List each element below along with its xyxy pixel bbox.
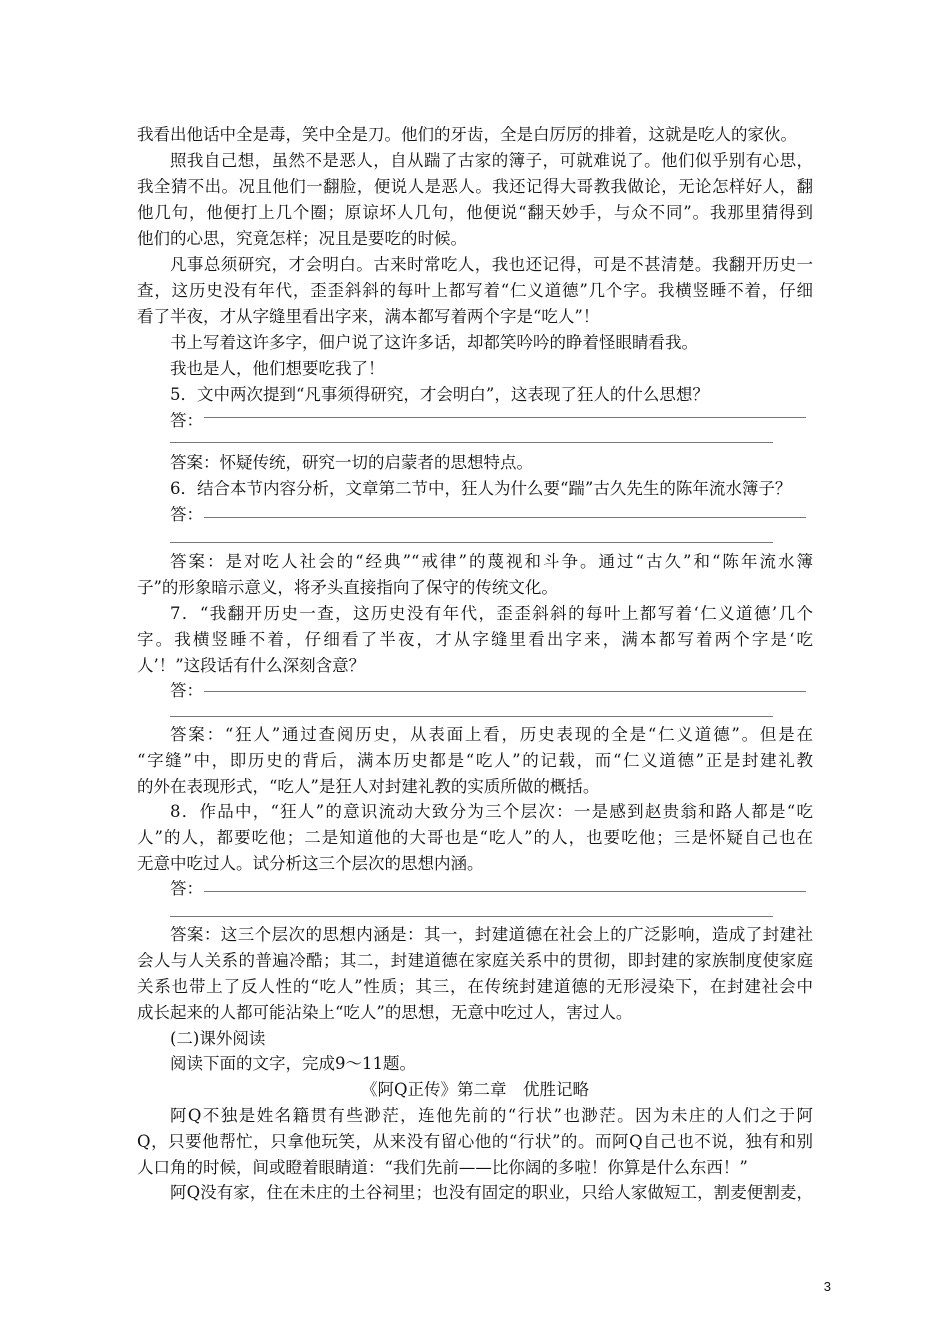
- answer-text: “字缝”中，即历史的背后，满本历史都是“吃人”的记载，而“仁义道德”正是封建礼教: [137, 751, 813, 770]
- answer-text: 的外在表现形式，“吃人”是狂人对封建礼教的实质所做的概括。: [137, 777, 600, 796]
- answer-blank-line[interactable]: [170, 916, 773, 917]
- text-line: 照我自己想，虽然不是恶人，自从踹了古家的簿子，可就难说了。他们似乎别有心思，: [170, 151, 813, 170]
- question-8: 人”的人，都要吃他；二是知道他的大哥也是“吃人”的人，也要吃他；三是怀疑自己也在: [137, 828, 813, 847]
- answer-text: 答案：是对吃人社会的“经典”“戒律”的蔑视和斗争。通过“古久”和“陈年流水簿: [170, 552, 813, 571]
- answer-prompt: 答：: [170, 681, 203, 700]
- answer-prompt: 答：: [170, 411, 203, 430]
- question-7: 人’！”这段话有什么深刻含意？: [137, 656, 366, 675]
- section-heading: (二)课外阅读: [170, 1029, 266, 1048]
- text-line: 我看出他话中全是毒，笑中全是刀。他们的牙齿，全是白厉厉的排着，这就是吃人的家伙。: [137, 125, 797, 144]
- answer-blank-line[interactable]: [204, 691, 806, 692]
- answer-text: 答案：“狂人”通过查阅历史，从表面上看，历史表现的全是“仁义道德”。但是在: [170, 725, 813, 744]
- passage-text: 阿Q不独是姓名籍贯有些渺茫，连他先前的“行状”也渺茫。因为未庄的人们之于阿: [170, 1106, 813, 1125]
- question-7: 字。我横竖睡不着，仔细看了半夜，才从字缝里看出字来，满本都写着两个字是‘吃: [137, 630, 813, 649]
- passage-text: 人口角的时候，间或瞪着眼睛道：“我们先前——比你阔的多啦！你算是什么东西！”: [137, 1158, 748, 1177]
- answer-blank-line[interactable]: [204, 891, 806, 892]
- text-line: 书上写着这许多字，佃户说了这许多话，却都笑吟吟的睁着怪眼睛看我。: [170, 333, 698, 352]
- reading-instruction: 阅读下面的文字，完成9～11题。: [170, 1054, 416, 1073]
- answer-text: 答案：怀疑传统，研究一切的启蒙者的思想特点。: [170, 453, 533, 472]
- question-5: 5．文中两次提到“凡事须得研究，才会明白”，这表现了狂人的什么思想？: [170, 385, 709, 404]
- answer-text: 子”的形象暗示意义，将矛头直接指向了保守的传统文化。: [137, 578, 558, 597]
- answer-blank-line[interactable]: [170, 442, 773, 443]
- text-line: 看了半夜，才从字缝里看出字来，满本都写着两个字是“吃人”！: [137, 307, 600, 326]
- page-number: 3: [823, 1279, 831, 1294]
- passage-text: Q，只要他帮忙，只拿他玩笑，从来没有留心他的“行状”的。而阿Q自己也不说，独有和别: [137, 1132, 813, 1151]
- answer-blank-line[interactable]: [204, 417, 806, 418]
- text-line: 凡事总须研究，才会明白。古来时常吃人，我也还记得，可是不甚清楚。我翻开历史一: [170, 255, 813, 274]
- answer-blank-line[interactable]: [204, 517, 806, 518]
- answer-text: 答案：这三个层次的思想内涵是：其一，封建道德在社会上的广泛影响，造成了封建社: [170, 925, 813, 944]
- text-line: 查，这历史没有年代，歪歪斜斜的每叶上都写着“仁义道德”几个字。我横竖睡不着，仔细: [137, 281, 813, 300]
- answer-blank-line[interactable]: [170, 542, 773, 543]
- answer-text: 关系也带上了反人性的“吃人”性质；其三，在传统封建道德的无形浸染下，在封建社会中: [137, 977, 813, 996]
- text-line: 他几句，他便打上几个圈；原谅坏人几句，他便说“翻天妙手，与众不同”。我那里猜得到: [137, 203, 813, 222]
- answer-prompt: 答：: [170, 879, 203, 898]
- answer-blank-line[interactable]: [170, 716, 773, 717]
- question-6: 6．结合本节内容分析，文章第二节中，狂人为什么要“踹”古久先生的陈年流水簿子？: [170, 479, 792, 498]
- passage-text: 阿Q没有家，住在未庄的土谷祠里；也没有固定的职业，只给人家做短工，割麦便割麦，: [170, 1183, 813, 1202]
- passage-title: 《阿Q正传》第二章 优胜记略: [360, 1080, 590, 1099]
- answer-text: 成长起来的人都可能沾染上“吃人”的思想，无意中吃过人，害过人。: [137, 1003, 633, 1022]
- answer-prompt: 答：: [170, 505, 203, 524]
- text-line: 他们的心思，究竟怎样；况且是要吃的时候。: [137, 229, 467, 248]
- question-8: 8．作品中，“狂人”的意识流动大致分为三个层次：一是感到赵贵翁和路人都是“吃: [170, 802, 813, 821]
- text-line: 我也是人，他们想要吃我了！: [170, 359, 385, 378]
- answer-text: 会人与人关系的普遍冷酷；其二，封建道德在家庭关系中的贯彻，即封建的家族制度使家庭: [137, 951, 813, 970]
- question-8: 无意中吃过人。试分析这三个层次的思想内涵。: [137, 854, 484, 873]
- question-7: 7．“我翻开历史一查，这历史没有年代，歪歪斜斜的每叶上都写着‘仁义道德’几个: [170, 604, 813, 623]
- text-line: 我全猜不出。况且他们一翻脸，便说人是恶人。我还记得大哥教我做论，无论怎样好人，翻: [137, 177, 813, 196]
